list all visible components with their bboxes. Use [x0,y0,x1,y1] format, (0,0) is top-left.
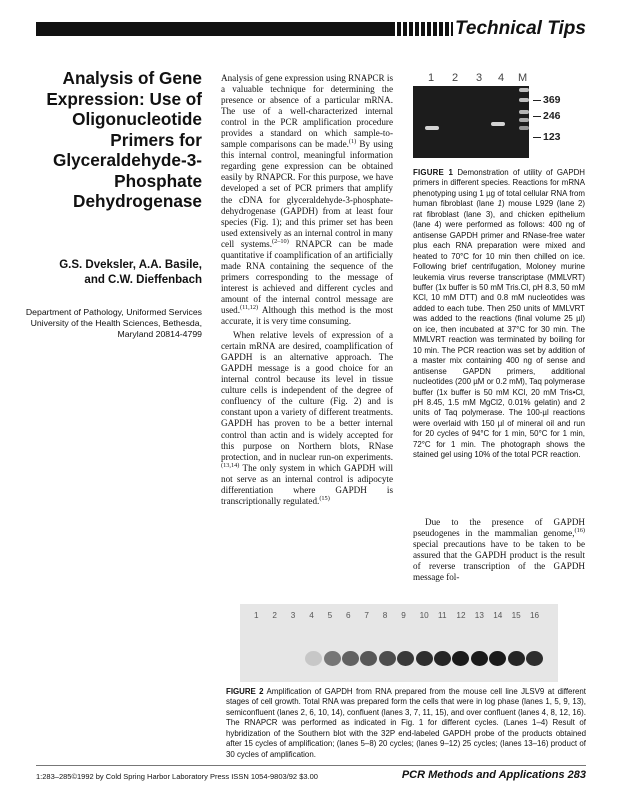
body-column-2 [413,517,585,583]
blot-lane-label: 8 [382,611,388,620]
text: Although this method is the most accurate, it is very time consuming. [221,304,393,327]
citation: (2–10) [272,237,289,245]
text: Demonstration of utility of GAPDH primers in different species. Reactions for mRNA phenotyping using 1 µg of total cellular RNA from human fibroblast (lane [413,168,585,209]
footer-citation: 1:283–285©1992 by Cold Spring Harbor Laboratory Press ISSN 1054-9803/92 $3.00 [36,772,318,781]
blot-band [471,651,488,666]
blot-lane-label: 15 [511,611,521,620]
blot-lane-label: 3 [290,611,296,620]
header-stripes [391,22,453,36]
blot-band [452,651,469,666]
blot-lane-label: 1 [254,611,259,620]
blot-band [434,651,451,666]
gel-band [519,110,529,114]
blot-band [324,651,341,666]
authors [12,258,202,287]
paragraph-2 [221,330,393,507]
gel-band [519,118,529,122]
gel-lane-label: M [518,72,528,84]
blot-band [416,651,433,666]
citation: (15) [319,494,330,502]
text: special precautions have to be taken to be assured that the GAPDH product is the result of reverse transcription of the GAPDH message fol- [413,539,585,583]
blot-lane-label: 6 [346,611,351,620]
blot-band [379,651,396,666]
gel-band [425,126,439,130]
blot-band [360,651,377,666]
blot-lane-label: 13 [474,611,484,620]
blot-band [397,651,414,666]
gel-band [519,126,529,130]
blot-lane-label: 11 [438,611,447,620]
text: When relative levels of expression of a certain mRNA are desired, coamplification of GAPDH is an alternative approach. The GAPDH message is a good choice for an internal control because its level in tissue culture cells is independent of the degree of confluency of the culture (Fig. 2) and is constant upon a variety of different treatments. GAPDH has proven to be a better internal control than actin and is widely accepted for this purpose on Northern blots, RNase protection, and in nuclear run-on experiments. [221,330,393,462]
text: By using this internal control, meaningful information regarding gene expression can be obtained easily by RNAPCR. For this purpose, we have developed a set of PCR primers that amplify the cDNA for glyceraldehyde-3-phosphate-dehydrogenase (GAPDH) from at least four species (Fig. 1); and this primer set has been used extensively as an internal control in many cell systems. [221,139,393,249]
blot-band [342,651,359,666]
blot-lane-label: 10 [419,611,429,620]
gel-lane-label: 3 [476,72,483,84]
gel-lane-label: 4 [498,72,505,84]
gel-band [519,88,529,92]
authors-line-1: G.S. Dveksler, A.A. Basile, [59,259,202,271]
article-title: Analysis of Gene Expression: Use of Oligonucleotide Primers for Glyceraldehyde-3-Phosphate Dehydrogenase [46,68,202,211]
paragraph-1 [221,73,393,327]
blot-lane-label: 9 [401,611,406,620]
blot-lane-label: 7 [364,611,369,620]
size-marker-label: 246 [533,110,561,122]
citation: (16) [574,527,585,534]
gel-band [519,98,529,102]
gel-lane-label: 1 [428,72,435,84]
figure-1-caption [413,168,585,461]
figure-label: FIGURE 2 [226,687,264,696]
gel-lane-label: 2 [452,72,459,84]
footer-journal-page: PCR Methods and Applications 283 [401,769,586,781]
text: Due to the presence of GAPDH pseudogenes in the mammalian genome, [413,517,585,539]
figure-1-gel [413,86,529,158]
text: The only system in which GAPDH will not serve as an internal control is adipocyte differentiation where GAPDH is transcriptionally regulated. [221,462,393,506]
figure-2-blot [240,604,558,682]
blot-band [508,651,525,666]
blot-band [526,651,543,666]
blot-band [489,651,506,666]
citation: (11,12) [240,303,259,311]
blot-lane-label: 2 [272,611,277,620]
blot-lane-label: 16 [530,611,540,620]
size-marker-label: 369 [533,94,561,106]
header-bar [36,22,391,36]
citation: (1) [348,138,357,146]
size-marker-label: 123 [533,131,561,143]
figure-2-caption [226,687,586,760]
body-column-1 [221,73,393,507]
text: Amplification of GAPDH from RNA prepared from the mouse cell line JLSV9 at different stages of cell growth. Total RNA was prepared form the cells that were in log phase (lanes 1, 5, 9, 13), semiconfluent (lanes 2, 6, 10, 14), confluent (lanes 3, 7, 11, 15), and over confluent (lanes 4, 8, 12, 16). The RNAPCR was performed as indicated in Fig. 1 for different cycles. (Lanes 1–4) Result of hybridization of the Southern blot with the 32P end-labeled GAPDH probe of the products obtained after 15 cycles of amplification; (lanes 5–8) 20 cycles; (lanes 9–12) 25 cycles; (lanes 13–16) product of 30 cycles of amplification. [226,687,587,759]
blot-lane-label: 5 [327,611,333,620]
gel-band [491,122,505,126]
blot-lane-label: 4 [309,611,314,620]
figure-label: FIGURE 1 [413,168,454,177]
affiliation: Department of Pathology, Uniformed Services University of the Health Sciences, Bethesda, Maryland 20814-4799 [25,307,202,339]
authors-line-2: and C.W. Dieffenbach [84,273,202,286]
footer-rule [36,765,586,766]
blot-lane-label: 12 [456,611,466,620]
citation: (13,14) [221,461,240,469]
text: RNAPCR can be made quantitative if coamplification of an artificially made RNA containing the sequence of the primers corresponding to the message of interest is achieved and different cycles and amount of the internal control message are used. [221,238,393,315]
blot-band [305,651,322,666]
text: ) mouse L929 (lane 2) rat fibroblast (lane 3), and chicken epithelium (lane 4) were performed as follows: 400 ng of antisense GAPDH primer and RNase-free water plus each RNA preparation were mixed and heated to 70°C for 10 min then chilled on ice. Following brief centrifugation, Moloney murine leukemia virus reverse transcriptase (MMLVRT) buffer (1x buffer is 50 mM Tris.Cl, pH 8.3, 50 mM KCl, 10 mM DTT) and 0.8 mM nucleotides was added to each tube. Then 250 units of MMLVRT was added to the reactions (final volume 25 µl) on ice, then incubated at 37°C for 30 min. The MMLVRT reaction was terminated by boiling for 10 min. The PCR reaction was set by addition of a master mix containing 400 ng of sense and antisense GAPDN primers, additional nucleotides (200 µM or 0.2 mM), Taq polymerase buffer (1x buffer is 50 mM KCl, 20 mM Tris•Cl, pH 8.45, 1.5 mM MgCl2, 0.01% gelatin) and 2 units of Taq polymerase. The 100-µl reactions were overlaid with 150 µl of mineral oil and run for 20 cycles of 94°C for 1 min, 50°C for 1 min, 72°C for 1 min. The photograph shows the stained gel using 10% of the total PCR reaction. [413,199,585,460]
text: 1 [497,199,502,209]
text: Analysis of gene expression using RNAPCR is a valuable technique for determining the presence or absence of a particular mRNA. The use of a well-characterized internal control in the PCR amplification procedure provides a standard on which sample-to-sample comparisons can be made. [221,73,393,150]
blot-lane-label: 14 [493,611,503,620]
section-title: Technical Tips [455,18,586,39]
